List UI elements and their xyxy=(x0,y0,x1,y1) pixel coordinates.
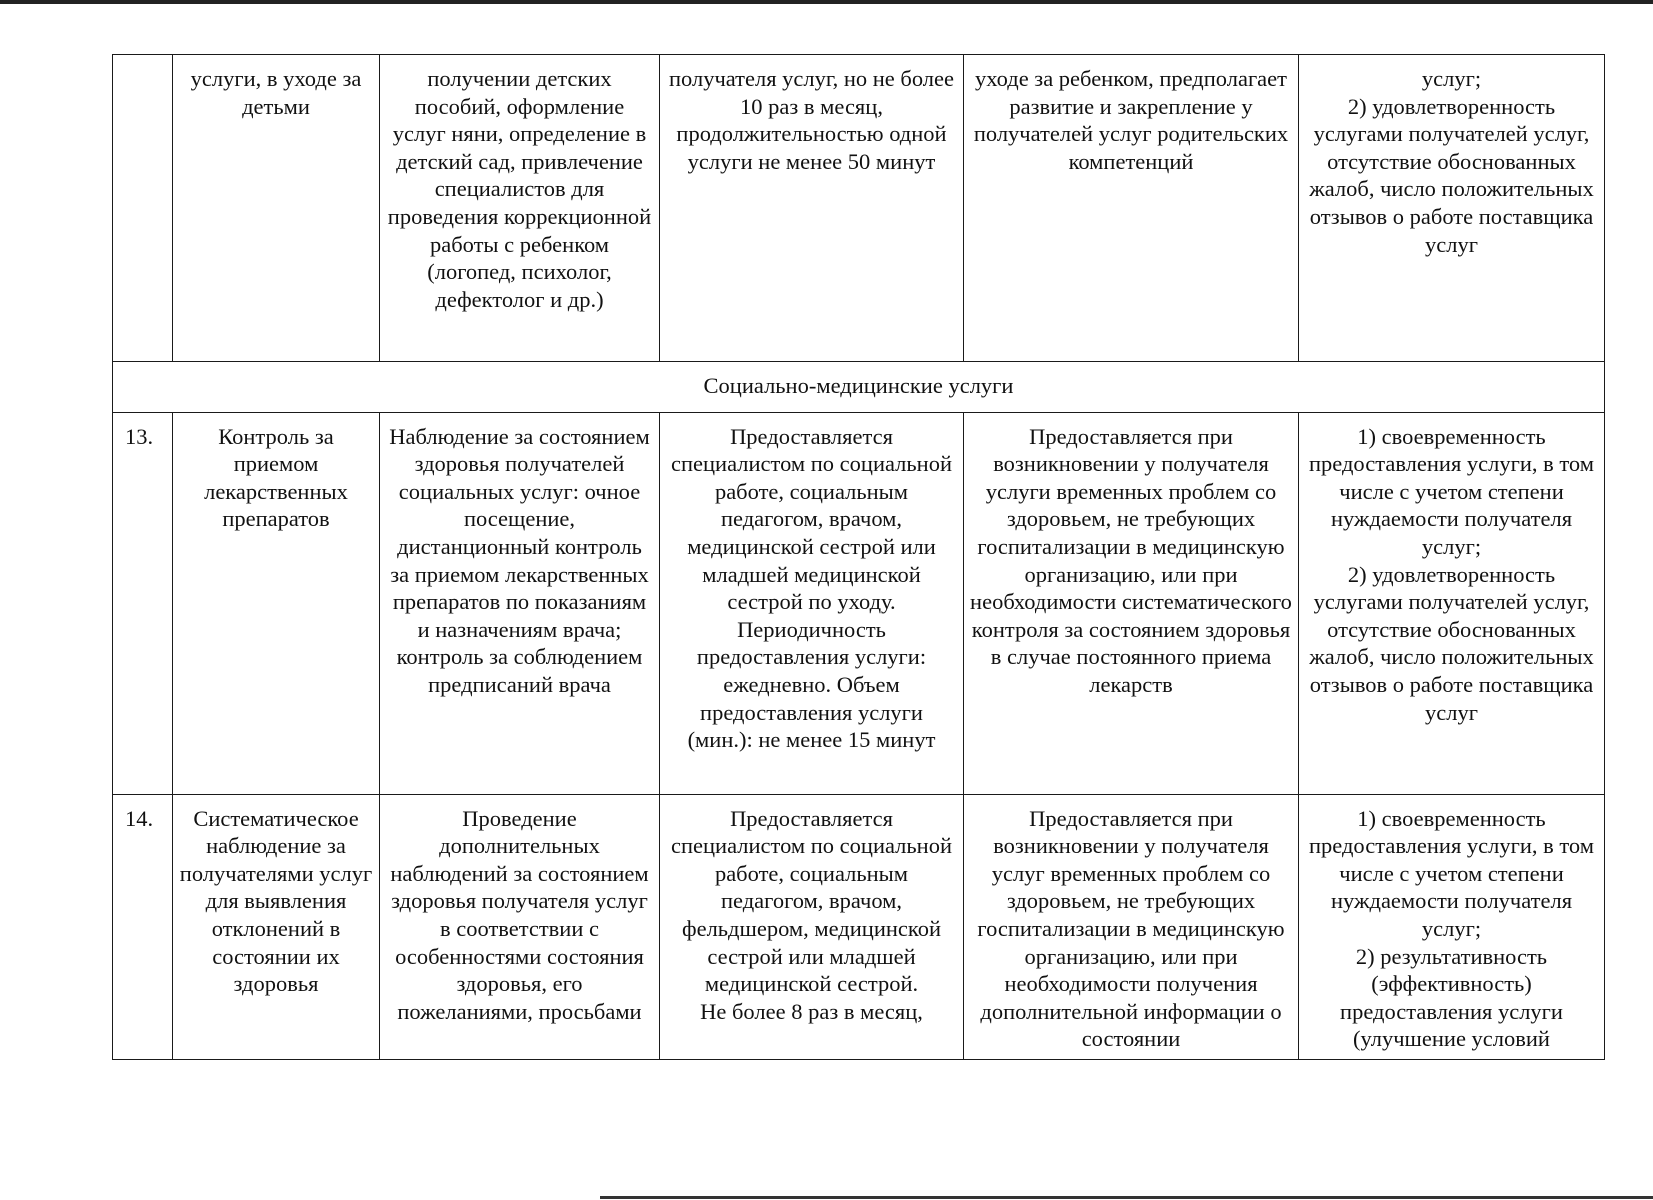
cell-number: 13. xyxy=(113,412,173,794)
cell-number xyxy=(113,55,173,362)
cell-service-evaluation: услуг; 2) удовлетворенность услугами получателей услуг, отсутствие обоснованных жалоб, число положительных отзывов о работе поставщика услуг xyxy=(1299,55,1605,362)
table-row xyxy=(113,794,1605,1059)
cell-service-description: получении детских пособий, оформление услуг няни, определение в детский сад, привлечение специалистов для проведения коррекционной работы с ребенком (логопед, психолог, дефектолог и др.) xyxy=(380,55,660,362)
scan-top-edge xyxy=(0,0,1653,4)
cell-service-evaluation: 1) своевременность предоставления услуги, в том числе с учетом степени нуждаемости получателя услуг; 2) удовлетворенность услугами получателей услуг, отсутствие обоснованных жалоб, число положительных отзывов о работе поставщика услуг xyxy=(1299,412,1605,794)
cell-number: 14. xyxy=(113,794,173,1059)
cell-service-provision: Предоставляется специалистом по социальной работе, социальным педагогом, врачом, фельдшером, медицинской сестрой или младшей медицинской сестрой. Не более 8 раз в месяц, xyxy=(660,794,964,1059)
section-header: Социально-медицинские услуги xyxy=(113,362,1605,413)
cell-service-description: Наблюдение за состоянием здоровья получателей социальных услуг: очное посещение, дистанционный контроль за приемом лекарственных препаратов по показаниям и назначениям врача; контроль за соблюдением предписаний врача xyxy=(380,412,660,794)
table-row xyxy=(113,412,1605,794)
cell-service-provision: получателя услуг, но не более 10 раз в месяц, продолжительностью одной услуги не менее 50 минут xyxy=(660,55,964,362)
cell-service-name: услуги, в уходе за детьми xyxy=(173,55,380,362)
cell-service-provision: Предоставляется специалистом по социальной работе, социальным педагогом, врачом, медицинской сестрой или младшей медицинской сестрой по уходу. Периодичность предоставления услуги: ежедневно. Объем предоставления услуги (мин.): не менее 15 минут xyxy=(660,412,964,794)
cell-service-name: Систематическое наблюдение за получателями услуг для выявления отклонений в состоянии их здоровья xyxy=(173,794,380,1059)
cell-service-description: Проведение дополнительных наблюдений за состоянием здоровья получателя услуг в соответствии с особенностями состояния здоровья, его пожеланиями, просьбами xyxy=(380,794,660,1059)
cell-service-name: Контроль за приемом лекарственных препаратов xyxy=(173,412,380,794)
cell-service-evaluation: 1) своевременность предоставления услуги, в том числе с учетом степени нуждаемости получателя услуг; 2) результативность (эффективность) предоставления услуги (улучшение условий xyxy=(1299,794,1605,1059)
cell-service-conditions: Предоставляется при возникновении у получателя услуг временных проблем со здоровьем, не требующих госпитализации в медицинскую организацию, или при необходимости получения дополнительной информации о состоянии xyxy=(964,794,1299,1059)
scan-bottom-edge xyxy=(600,1196,1653,1199)
table-section-row xyxy=(113,362,1605,413)
cell-service-conditions: уходе за ребенком, предполагает развитие и закрепление у получателей услуг родительских компетенций xyxy=(964,55,1299,362)
table-row-continuation xyxy=(113,55,1605,362)
services-table xyxy=(112,54,1605,1060)
cell-service-conditions: Предоставляется при возникновении у получателя услуги временных проблем со здоровьем, не требующих госпитализации в медицинскую организацию, или при необходимости систематического контроля за состоянием здоровья в случае постоянного приема лекарств xyxy=(964,412,1299,794)
